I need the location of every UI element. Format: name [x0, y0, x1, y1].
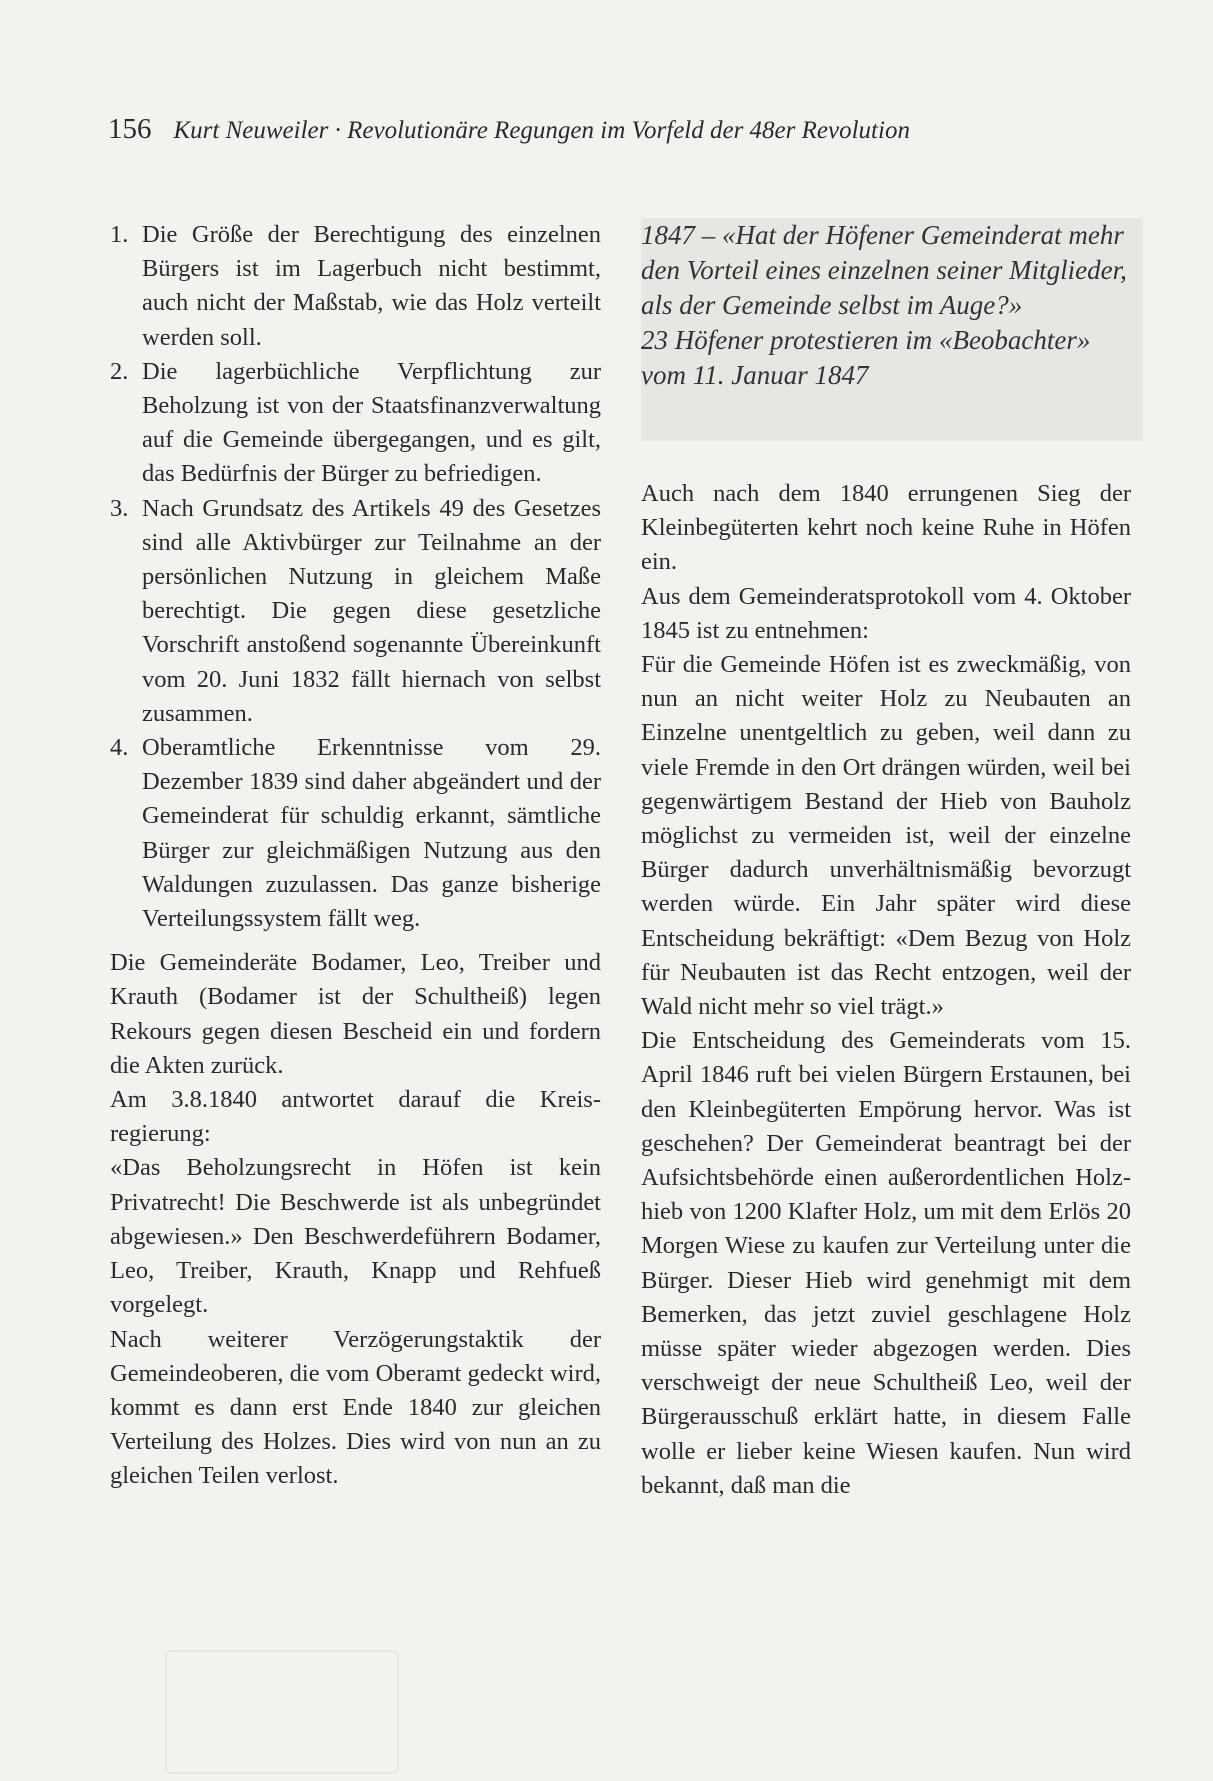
- list-number: 3.: [110, 494, 129, 522]
- list-item-text: Die Größe der Berechtigung des einzelnen Bürgers ist im Lagerbuch nicht bestimmt, auch nicht der Maßstab, wie das Holz verteilt werden soll.: [142, 221, 601, 351]
- right-body: [641, 477, 1131, 1503]
- paragraph: Am 3.8.1840 antwortet darauf die Kreisregierung:: [110, 1086, 601, 1148]
- paragraph: Auch nach dem 1840 errungenen Sieg der Kleinbegüterten kehrt noch keine Ruhe in Höfen ein.: [641, 480, 1131, 576]
- spacer: [110, 936, 601, 946]
- paragraph: Die Gemeinderäte Bodamer, Leo, Treiber und Krauth (Bodamer ist der Schultheiß) legen Rekours gegen diesen Bescheid ein und fordern die Akten zurück.: [110, 949, 601, 1079]
- left-column: [110, 218, 601, 1494]
- paragraph: Für die Gemeinde Höfen ist es zweckmäßig, von nun an nicht weiter Holz zu Neubauten an Einzelne unentgeltlich zu geben, weil dann zu viele Fremde in den Ort drängen würden, weil bei gegenwärtigem Bestand der Hieb von Bauholz möglichst zu vermeiden ist, weil der einzelne Bürger dadurch unverhältnismäßig bevorzugt werden würde. Ein Jahr später wird diese Entscheidung bekräftigt: «Dem Bezug von Holz für Neubauten ist das Recht entzogen, weil der Wald nicht mehr so viel trägt.»: [641, 651, 1131, 1021]
- list-number: 1.: [110, 221, 129, 248]
- list-item-text: Oberamtliche Erkenntnisse vom 29. Dezember 1839 sind daher abgeändert und der Gemeinderat für schuldig erkannt, sämtliche Bürger zur gleichmäßigen Nutzung aus den Waldungen zuzulassen. Das ganze bisherige Verteilungssystem fällt weg.: [142, 734, 601, 933]
- numbered-list: [110, 218, 601, 936]
- page-number: 156: [108, 113, 152, 145]
- running-title: Kurt Neuweiler · Revolutionäre Regungen im Vorfeld der 48er Revolution: [173, 117, 910, 144]
- list-item: [110, 218, 601, 355]
- section-heading-quote: [641, 218, 1143, 441]
- paragraph: «Das Beholzungsrecht in Höfen ist kein Privatrecht! Die Beschwerde ist als unbegründet abgewiesen.» Den Beschwerdeführern Bodamer, Leo, Treiber, Krauth, Knapp und Rehfueß vorgelegt.: [110, 1154, 601, 1319]
- list-number: 2.: [110, 357, 129, 385]
- quote-source: 23 Höfener protestieren im «Beobachter» vom 11. Januar 1847: [641, 325, 1091, 390]
- right-column: [641, 218, 1131, 1503]
- paragraph: Nach weiterer Verzögerungstaktik der Gemeindeoberen, die vom Oberamt gedeckt wird, kommt es dann erst Ende 1840 zur gleichen Verteilung des Holzes. Dies wird von nun an zu gleichen Teilen verlost.: [110, 1325, 601, 1490]
- paragraph: Aus dem Gemeinderatsprotokoll vom 4. Oktober 1845 ist zu entnehmen:: [641, 582, 1131, 644]
- list-number: 4.: [110, 734, 129, 762]
- page-header: [108, 112, 1108, 148]
- list-item-text: Die lagerbüchliche Verpflichtung zur Beholzung ist von der Staatsfinanzverwaltung auf die Gemeinde übergegangen, und es gilt, das Bedürfnis der Bürger zu befriedigen.: [142, 357, 601, 488]
- list-item: [110, 492, 601, 731]
- quote-heading: 1847 – «Hat der Höfener Gemeinderat mehr den Vorteil eines einzelnen seiner Mitglieder, als der Gemeinde selbst im Auge?»: [641, 220, 1127, 320]
- faded-stamp: [165, 1650, 399, 1774]
- list-item: [110, 355, 601, 492]
- list-item-text: Nach Grundsatz des Artikels 49 des Gesetzes sind alle Aktivbürger zur Teilnahme an der persönlichen Nutzung in gleichem Maße berechtigt. Die gegen diese gesetzliche Vorschrift anstoßend sogenannte Übereinkunft vom 20. Juni 1832 fällt hiernach von selbst zusammen.: [142, 494, 601, 727]
- list-item: [110, 731, 601, 936]
- paragraph: Die Entscheidung des Gemeinderats vom 15. April 1846 ruft bei vielen Bürgern Erstaunen, bei den Kleinbegüterten Empörung hervor. Was ist geschehen? Der Gemeinderat beantragt bei der Aufsichtsbehörde einen außerordentlichen Holzhieb von 1200 Klafter Holz, um mit dem Erlös 20 Morgen Wiese zu kaufen zur Verteilung unter die Bürger. Dieser Hieb wird genehmigt mit dem Bemerken, das jetzt zuviel geschlagene Holz müsse später wieder abgezogen werden. Dies verschweigt der neue Schultheiß Leo, weil der Bürgerausschuß erklärt hatte, in diesem Falle wolle er lieber keine Wiesen kaufen. Nun wird bekannt, daß man die: [641, 1027, 1131, 1499]
